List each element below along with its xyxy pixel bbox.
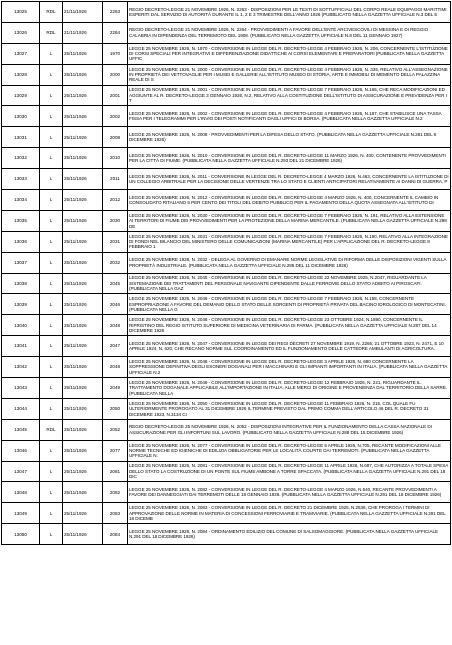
act-date: 25/11/1926 xyxy=(63,252,103,273)
record-number: 13045 xyxy=(2,419,40,440)
act-title: REGIO DECRETO-LEGGE 25 NOVEMBRE 1926, N. 2052 - DISPOSIZIONI INTEGRATIVE PER IL FUNZIONAMENTO DELLA CASSA NAZIONALE DI ASSICURAZIONE PER GLI INFORTUNI SUL LAVORO. (PUBBLICATO NELLA GAZZETTA UFFICIALE N.288 DEL 15 DICEMBRE 1926) xyxy=(128,419,451,440)
record-number: 13026 xyxy=(2,22,40,43)
act-date: 25/11/1926 xyxy=(63,503,103,524)
act-date: 25/11/1926 xyxy=(63,64,103,85)
act-type: L xyxy=(40,64,63,85)
table-row xyxy=(2,461,451,482)
act-number: 2008 xyxy=(103,127,128,148)
table-row xyxy=(2,169,451,190)
record-number: 13030 xyxy=(2,106,40,127)
act-type: L xyxy=(40,210,63,231)
act-title: LEGGE 25 NOVEMBRE 1926, N. 2048 - CONVERSIONE IN LEGGE DEL R. DECRETO-LEGGE 23 OTTOBRE 1924, N.1890, CONCERNENTE IL RIPRISTINO DEL REGIO ISTITUTO SUPERIORE DI MEDICINA VETERINARIA DI PARMA. (PUBBLICATA NELLA GAZZETTA UFFICIALE N.287 DEL 14 DICEMBRE 1926 xyxy=(128,315,451,336)
act-title: LEGGE 25 NOVEMBRE 1926, N. 2083 - CONVERSIONE IN LEGGE DEL R. DECRETO 21 DICEMBRE 1925, N.2536, CHE PROROGA I TERMINI DI APPROVAZIONE DELLE NORME IN MATERIA DI CONCESSIONI FERROVIARIE E TRAMVIARIE. (PUBBLICATA NELLA GAZZETTA UFFICIALE N.291 DEL 18 DICEMB xyxy=(128,503,451,524)
act-date: 25/11/1926 xyxy=(63,294,103,315)
act-number: 2048 xyxy=(103,315,128,336)
record-number: 13047 xyxy=(2,461,40,482)
act-title: LEGGE 25 NOVEMBRE 1926, N. 2084 - ORDINAMENTO EDILIZIO DEL COMUNE DI SALSOMAGGIORE. (PUBBLICATA NELLA GAZZETTA UFFICIALE N.291 DEL 18 DICEMBRE 1926) xyxy=(128,524,451,545)
act-type: L xyxy=(40,231,63,252)
act-date: 25/11/1926 xyxy=(63,336,103,357)
act-title: LEGGE 25 NOVEMBRE 1926, N. 2030 - CONVERSIONE IN LEGGE DEL R. DECRETO-LEGGE 7 FEBBRAIO 1926, N. 191, RELATIVO ALLA ESTENSIONE AI TERRITORI DI FIUME DEI PROVVEDIMENTI PER LA PROTEZIONE DELLA MARINA MERCANTILE. (PUBBLICATA NELLA GAZZETTA UFFICIALE N.298 DE xyxy=(128,210,451,231)
act-title: LEGGE 25 NOVEMBRE 1926, N. 2048 - CONVERSIONE IN LEGGE DEL R. DECRETO-LEGGE 3 APRILE 1926, N. 680 CONCERNENTE LA SOPPRESSIONE DEFINITIVA DEGLI ESONERI DOGANALI PER I MACCHINARI E GLI IMPIANTI IMPORTANTI IN ITALIA. (PUBBLICATA NELLA GAZZETTA UFFICIALE N.2 xyxy=(128,357,451,378)
table-row xyxy=(2,252,451,273)
record-number: 13049 xyxy=(2,503,40,524)
act-title: LEGGE 25 NOVEMBRE 1926, N. 2000 - CONVERSIONE IN LEGGE DEL R. DECRETO-LEGGE 4 FEBBRAIO 1926, N. 335, RELATIVO ALL'ASSEGNAZIONE IN PROPRIETÀ DEI VETTOVAGLIE PER I MUSEI E GALLERIE ALL'ISTITUTO MUSEO DI STORIA, ARTE E IMMOBILI DI MEMENTO DELLA PALAZZINA REALE DI S xyxy=(128,64,451,85)
table-row xyxy=(2,190,451,211)
act-type: L xyxy=(40,461,63,482)
table-row xyxy=(2,273,451,294)
act-date: 25/11/1926 xyxy=(63,106,103,127)
act-type: L xyxy=(40,503,63,524)
record-number: 13035 xyxy=(2,210,40,231)
record-number: 13034 xyxy=(2,190,40,211)
act-date: 25/11/1926 xyxy=(63,210,103,231)
act-type: L xyxy=(40,148,63,169)
record-number: 13044 xyxy=(2,398,40,419)
act-date: 25/11/1926 xyxy=(63,440,103,461)
act-type: L xyxy=(40,440,63,461)
table-row xyxy=(2,22,451,43)
act-date: 25/11/1926 xyxy=(63,273,103,294)
record-number: 13041 xyxy=(2,336,40,357)
act-number: 2012 xyxy=(103,190,128,211)
legislation-register-table xyxy=(1,1,451,545)
act-number: 2050 xyxy=(103,398,128,419)
act-number: 2010 xyxy=(103,148,128,169)
act-number: 1970 xyxy=(103,43,128,64)
act-title: LEGGE 25 NOVEMBRE 1926, N. 2046 - CONVERSIONE IN LEGGE DEL R. DECRETO-LEGGE 7 FEBBRAIO 1926, N.158, CONCERNENTE ESPROPRIAZIONE A FAVORE DEL DEMANIO DELLO STATO DELLE SORGENTI DI PROPRIETÀ PRIVATA DEL BACINO IDROLOGICO DI MONTECATINI. (PUBBLICATA NELLA G xyxy=(128,294,451,315)
act-date: 21/11/1926 xyxy=(63,2,103,23)
record-number: 13040 xyxy=(2,315,40,336)
record-number: 13050 xyxy=(2,524,40,545)
act-title: LEGGE 25 NOVEMBRE 1926, N. 1970 - CONVERSIONE IN LEGGE DEL R. DECRETO-LEGGE 4 FEBBRAIO 1926, N. 206, CONCERNENTE L'ISTITUZIONE DI CORSI SPECIALI PER INTEGRATIVI E DIFFERENZIAZIONE DIDATTICHE AI CORSI ELEMENTARI E PREPARATORI (PUBBLICATA NELLA GAZZETTA UFFIC xyxy=(128,43,451,64)
table-row xyxy=(2,357,451,378)
act-number: 2264 xyxy=(103,22,128,43)
act-number: 2084 xyxy=(103,524,128,545)
act-type: RDL xyxy=(40,22,63,43)
act-type: L xyxy=(40,252,63,273)
act-title: LEGGE 25 NOVEMBRE 1926, N. 2082 - CONVERSIONE IN LEGGE DEL R. DECRETO-LEGGE 4 MARZO 1926, N.540, RECANTE PROVVEDIMENTI A FAVORE DEI DANNEGGIATI DAI TERREMOTI DELLE 18 GENNAIO 1926. (PUBBLICATA NELLA GAZZETTA UFFICIALE N.291 DEL 18 DICEMBRE 1926) xyxy=(128,482,451,503)
act-number: 2049 xyxy=(103,378,128,399)
act-type: L xyxy=(40,294,63,315)
act-date: 25/11/1926 xyxy=(63,482,103,503)
act-title: LEGGE 25 NOVEMBRE 1926, N. 2047 - CONVERSIONE IN LEGGE DEI REGI DECRETI 27 NOVEMBRE 1919, N. 2265; 21 OTTOBRE 1923, N. 2471, E 10 APRILE 1924, N. 620, CHE RECANO NORME SUL COORDINAMENTO ED IL FUNZIONAMENTO DELLE CATTEDRE AMBULANTI DI AGRICOLTURA. xyxy=(128,336,451,357)
act-date: 25/11/1926 xyxy=(63,419,103,440)
act-number: 2048 xyxy=(103,357,128,378)
act-type: L xyxy=(40,378,63,399)
table-row xyxy=(2,503,451,524)
act-title: LEGGE 25 NOVEMBRE 1926, N. 2002 - CONVERSIONE IN LEGGE DEL R. DECRETO-LEGGE 4 FEBBRAIO 1926, N.187, CHE STABILISCE UNA TASSA FISSA PER I TELEGRAMMI PER L'INVIO DEI POSTI NOTIFICANTI DAGLI UFFICI DI BORSA. (PUBBLICATA NELLA GAZZETTA UFFICIALE N.2 xyxy=(128,106,451,127)
table-row xyxy=(2,336,451,357)
act-type: L xyxy=(40,273,63,294)
act-number: 2263 xyxy=(103,2,128,23)
act-type: RDL xyxy=(40,419,63,440)
act-title: REGIO DECRETO-LEGGE 21 NOVEMBRE 1926, N. 2264 - PROVVEDIMENTI A FAVORE DELL'ENTE ARCIVESCOVILI DI MESSINA E DI REGGIO CALABRIA IN DIPENDENZA DEL TERREMOTO DEL 1908. (PUBBLICATO NELLA GAZZETTA UFFICIALE N.8 DEL 11 GENNAIO 1927) xyxy=(128,22,451,43)
table-row xyxy=(2,524,451,545)
act-number: 2082 xyxy=(103,482,128,503)
record-number: 13033 xyxy=(2,169,40,190)
act-type: L xyxy=(40,190,63,211)
table-row xyxy=(2,315,451,336)
table-row xyxy=(2,210,451,231)
act-title: LEGGE 25 NOVEMBRE 1926, N. 2012 - CONVERSIONE IN LEGGE DEL R. DECRETO-LEGGE 4 MARZO 1926, N. 400, CONCERNENTE IL CAMBIO IN CONSOLIDATO RITALIANO 5 PER CENTO DEI TITOLI DEL DEBITO PUBBLICO PER IL PAGAMENTO DELLA QUOTA ASSEGNATA ALL'ISTITUTO DI xyxy=(128,190,451,211)
table-row xyxy=(2,127,451,148)
act-type: L xyxy=(40,315,63,336)
act-title: LEGGE 25 NOVEMBRE 1926, N. 2077 - CONVERSIONE IN LEGGE DEL R. DECRETO-LEGGE 5 APRILE 1926, N.705, RECANTE MODIFICAZIONI ALLE NORME TECNICHE ED IGIENICHE DI EDILIZIA OBBLIGATORIE PER LE LOCALITÀ COLPITE DAI TERREMOTI. (PUBBLICATA NELLA GAZZETTA UFFICIALE N. xyxy=(128,440,451,461)
act-date: 25/11/1926 xyxy=(63,231,103,252)
act-title: LEGGE 25 NOVEMBRE 1926, N. 2049 - CONVERSIONE IN LEGGE DEL R. DECRETO-LEGGE 12 FEBBRAIO 1926, N. 221, RIGUARDANTE IL TRATTAMENTO DOGANALE APPLICABILE ALL'IMPORTAZIONE IN ITALIA, ALLE MERCI DI ORIGINE E PROVENIENZA DAL TERRITORIO DELLA SARRE. (PUBBLICATA NELLA xyxy=(128,378,451,399)
table-row xyxy=(2,43,451,64)
record-number: 13031 xyxy=(2,127,40,148)
act-number: 2083 xyxy=(103,503,128,524)
act-number: 2030 xyxy=(103,210,128,231)
act-type: L xyxy=(40,357,63,378)
act-date: 25/11/1926 xyxy=(63,85,103,106)
act-title: REGIO DECRETO-LEGGE 21 NOVEMBRE 1926, N. 2263 - DISPOSIZIONI PER LE TESTI DI SOTTUFFICIALI DEL CORPO REALE EQUIPAGGI MARITTIMI ESPERITI DAL SERVIZIO DI AUTORITÀ DURANTE IL 1, 2 E 3 TRIMESTRE DELL'ANNO 1926 (PUBBLICATO NELLA GAZZETTA UFFICIALE N.3 DEL 5 xyxy=(128,2,451,23)
act-number: 2046 xyxy=(103,294,128,315)
table-row xyxy=(2,482,451,503)
table-row xyxy=(2,2,451,23)
act-date: 25/11/1926 xyxy=(63,461,103,482)
act-date: 25/11/1926 xyxy=(63,524,103,545)
act-type: L xyxy=(40,43,63,64)
table-row xyxy=(2,106,451,127)
act-date: 25/11/1926 xyxy=(63,190,103,211)
act-date: 25/11/1926 xyxy=(63,315,103,336)
act-type: L xyxy=(40,336,63,357)
act-title: LEGGE 25 NOVEMBRE 1926, N. 2008 - PROVVEDIMENTI PER LA DIFESA DELLO STATO. (PUBBLICATA NELLA GAZZETTA UFFICIALE N.281 DEL 6 DICEMBRE 1926) xyxy=(128,127,451,148)
table-row xyxy=(2,85,451,106)
act-type: L xyxy=(40,127,63,148)
act-number: 2001 xyxy=(103,85,128,106)
act-date: 25/11/1926 xyxy=(63,169,103,190)
record-number: 13038 xyxy=(2,273,40,294)
record-number: 13039 xyxy=(2,294,40,315)
table-row xyxy=(2,231,451,252)
table-row xyxy=(2,64,451,85)
table-row xyxy=(2,294,451,315)
record-number: 13043 xyxy=(2,378,40,399)
record-number: 13029 xyxy=(2,85,40,106)
act-number: 2047 xyxy=(103,336,128,357)
act-title: LEGGE 25 NOVEMBRE 1926, N. 2001 - CONVERSIONE IN LEGGE DEL R. DECRETO-LEGGE 7 FEBBRAIO 1926, N.166, CHE RECA MODIFICAZIONI ED AGGIUNTE AL R. DECRETO-LEGGE 3 GENNAIO 1926, N.2, RELATIVO ALLA COSTITUZIONE DELL'ISTITUTO DI ASSICURAZIONE E PREVIDENZA PER I T xyxy=(128,85,451,106)
act-number: 2000 xyxy=(103,64,128,85)
act-type: L xyxy=(40,106,63,127)
record-number: 13042 xyxy=(2,357,40,378)
act-number: 2045 xyxy=(103,273,128,294)
act-type: L xyxy=(40,85,63,106)
record-number: 13028 xyxy=(2,64,40,85)
act-title: LEGGE 25 NOVEMBRE 1926, N. 2045 - CONVERSIONE IN LEGGE DEL R. DECRETO-LEGGE 22 NOVEMBRE 1925, N.2047, RIGUARDANTE LA SISTEMAZIONE DEI TRATTAMENTI DEL PERSONALE NAVIGANTE DIPENDENTE DALLE FERROVIE DELLO STATO ADIBITO AI PIROSCAFI. (PUBBLICATA NELLA GAZ xyxy=(128,273,451,294)
record-number: 13037 xyxy=(2,252,40,273)
record-number: 13032 xyxy=(2,148,40,169)
record-number: 13036 xyxy=(2,231,40,252)
act-type: L xyxy=(40,524,63,545)
act-date: 25/11/1926 xyxy=(63,378,103,399)
record-number: 13027 xyxy=(2,43,40,64)
act-date: 25/11/1926 xyxy=(63,127,103,148)
act-title: LEGGE 25 NOVEMBRE 1926, N. 2010 - CONVERSIONE IN LEGGE DEL R. DECRETO-LEGGE 11 MARZO 1926, N. 400, CONTENENTE PROVVEDIMENTI PER LA CITTÀ DI FIUME. (PUBBLICATA NELLA GAZZETTA UFFICIALE N.293 DEL 21 DICEMBRE 1926) xyxy=(128,148,451,169)
record-number: 13025 xyxy=(2,2,40,23)
act-title: LEGGE 25 NOVEMBRE 1926, N. 2032 - DELEGA AL GOVERNO DI EMANARE NORME LEGISLATIVE DI RIFORMA DELLE DISPOSIZIONI VIGENTI SULLA PROPRIETÀ INDUSTRIALE. (PUBBLICATA NELLA GAZZETTA UFFICIALE N.285 DEL 11 DICEMBRE 1926) xyxy=(128,252,451,273)
table-row xyxy=(2,398,451,419)
act-date: 25/11/1926 xyxy=(63,43,103,64)
table-row xyxy=(2,440,451,461)
act-date: 21/11/1926 xyxy=(63,22,103,43)
table-row xyxy=(2,419,451,440)
act-number: 2031 xyxy=(103,231,128,252)
act-number: 2052 xyxy=(103,419,128,440)
act-date: 25/11/1926 xyxy=(63,148,103,169)
record-number: 13048 xyxy=(2,482,40,503)
act-number: 2081 xyxy=(103,461,128,482)
table-row xyxy=(2,148,451,169)
act-date: 25/11/1926 xyxy=(63,398,103,419)
record-number: 13046 xyxy=(2,440,40,461)
act-title: LEGGE 25 NOVEMBRE 1926, N. 2081 - CONVERSIONE IN LEGGE DEL R. DECRETO-LEGGE 11 APRILE 1926, N.687, CHE AUTORIZZA A TOTALE SPESA DELLO STATO LA COSTRUZIONE DI UN PONTE SUL FIUME AMBONE A TORRE SPACCATA. (PUBBLICATA NELLA GAZZETTA UFFICIALE N.291 DEL 18 DIC xyxy=(128,461,451,482)
act-number: 2011 xyxy=(103,169,128,190)
act-date: 25/11/1926 xyxy=(63,357,103,378)
act-number: 2077 xyxy=(103,440,128,461)
act-type: L xyxy=(40,169,63,190)
register-table-body xyxy=(2,2,451,545)
act-title: LEGGE 25 NOVEMBRE 1926, N. 2031 - CONVERSIONE IN LEGGE DEL R. DECRETO-LEGGE 7 FEBBRAIO 1926, N.190, RELATIVO ALLA INTEGRAZIONE DI FONDI NEL BILANCIO DEL MINISTERO DELLE COMUNICAZIONI (MARINA MERCANTILE) PER L'APPLICAZIONE DEL R. DECRETO-LEGGE 8 FEBBRAIO 1 xyxy=(128,231,451,252)
act-number: 2002 xyxy=(103,106,128,127)
act-title: LEGGE 25 NOVEMBRE 1926, N. 2050 - CONVERSIONE IN LEGGE DEL R. DECRETO-LEGGE 11 FEBBRAIO 1926, N. 215, COL QUALE FU ULTERIORMENTE PROROGATO AL 31 DICEMBRE 1926 IL TERMINE PREVISTO DAL PRIMO COMMA DELL'ARTICOLO 46 DEL R. DECRETO 31 DICEMBRE 1923, N.3134 CI xyxy=(128,398,451,419)
act-type: L xyxy=(40,398,63,419)
act-type: L xyxy=(40,482,63,503)
table-row xyxy=(2,378,451,399)
act-number: 2032 xyxy=(103,252,128,273)
act-type: RDL xyxy=(40,2,63,23)
act-title: LEGGE 25 NOVEMBRE 1926, N. 2011 - CONVERSIONE IN LEGGE DEL R. DECRETO-LEGGE 4 MARZO 1926, N.463, CONCERNENTE LA ISTITUZIONE DI UN COLLEGIO ARBITRALE PER LA DECISIONE DELLE VERTENZE TRA LO STATO E CLIENTI ANTICIPATORI RELATIVAMENTE AI DANNI DI GUERRA, P xyxy=(128,169,451,190)
